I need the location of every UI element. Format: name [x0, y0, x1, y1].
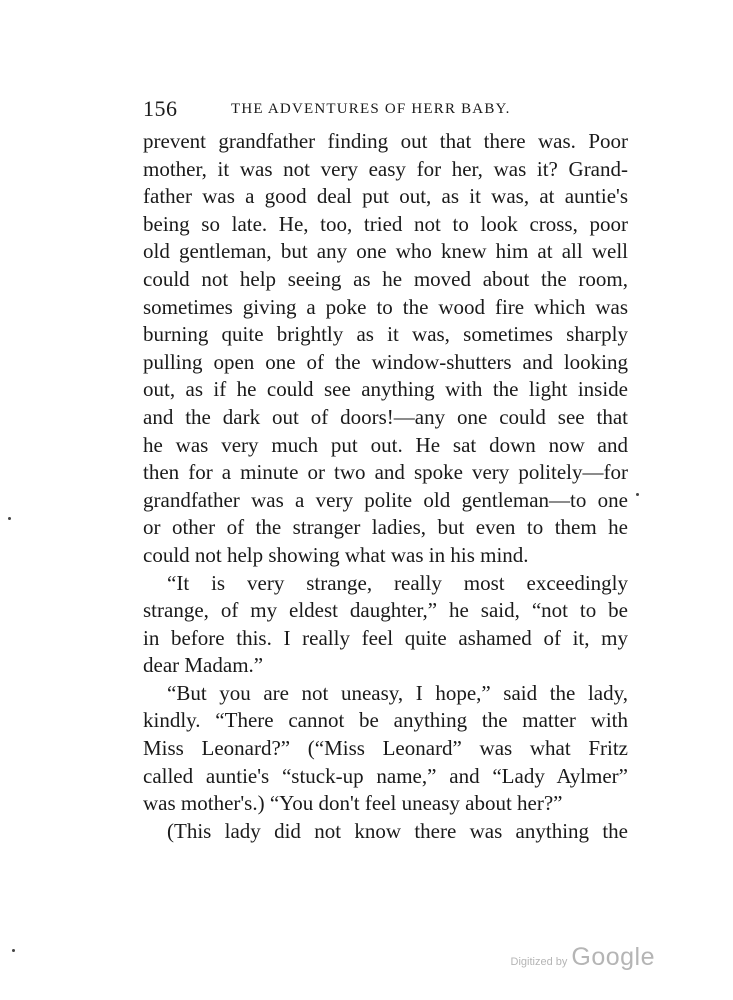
text-line: pulling open one of the window-shutters and looking — [143, 349, 628, 374]
paper-speck — [12, 949, 15, 952]
text-line: Miss Leonard?” (“Miss Leonard” was what Fritz — [143, 736, 628, 761]
text-line: and the dark out of doors!—any one could see that — [143, 404, 628, 429]
digitized-label: Digitized by — [510, 956, 568, 968]
text-line: he was very much put out. He sat down now and — [143, 432, 628, 457]
text-line: then for a minute or two and spoke very politely—for — [143, 460, 628, 485]
text-line: mother, it was not very easy for her, was it? Grand- — [143, 156, 628, 181]
text-line: strange, of my eldest daughter,” he said, “not to be — [143, 598, 628, 623]
text-line: sometimes giving a poke to the wood fire which was — [143, 294, 628, 319]
text-line: “It is very strange, really most exceedingly — [167, 570, 628, 595]
text-line: dear Madam.” — [143, 653, 264, 678]
google-logo: Google — [571, 943, 655, 971]
text-line: was mother's.) “You don't feel uneasy about her?” — [143, 791, 563, 816]
text-line: kindly. “There cannot be anything the matter with — [143, 708, 628, 733]
text-line: burning quite brightly as it was, sometimes sharply — [143, 322, 628, 347]
text-line: grandfather was a very polite old gentleman—to one — [143, 487, 628, 512]
paper-speck — [636, 493, 639, 496]
text-line: father was a good deal put out, as it was, at auntie's — [143, 184, 628, 209]
text-line: old gentleman, but any one who knew him at all well — [143, 239, 628, 264]
body-text — [143, 128, 628, 845]
page-number: 156 — [143, 96, 178, 121]
paper-speck — [8, 517, 11, 520]
running-title: THE ADVENTURES OF HERR BABY. — [231, 101, 511, 117]
page-header — [143, 96, 628, 122]
text-line: called auntie's “stuck-up name,” and “Lady Aylmer” — [143, 763, 628, 788]
text-line: prevent grandfather finding out that there was. Poor — [143, 129, 628, 153]
text-line: out, as if he could see anything with the light inside — [143, 377, 628, 402]
text-line: could not help seeing as he moved about the room, — [143, 266, 628, 291]
text-line: could not help showing what was in his mind. — [143, 542, 529, 567]
text-line: being so late. He, too, tried not to look cross, poor — [143, 211, 628, 236]
text-line: (This lady did not know there was anything the — [167, 818, 628, 843]
text-line: or other of the stranger ladies, but even to them he — [143, 515, 628, 540]
text-line: “But you are not uneasy, I hope,” said the lady, — [167, 680, 628, 705]
digitized-by-google-watermark — [511, 943, 655, 972]
text-line: in before this. I really feel quite ashamed of it, my — [143, 625, 628, 650]
